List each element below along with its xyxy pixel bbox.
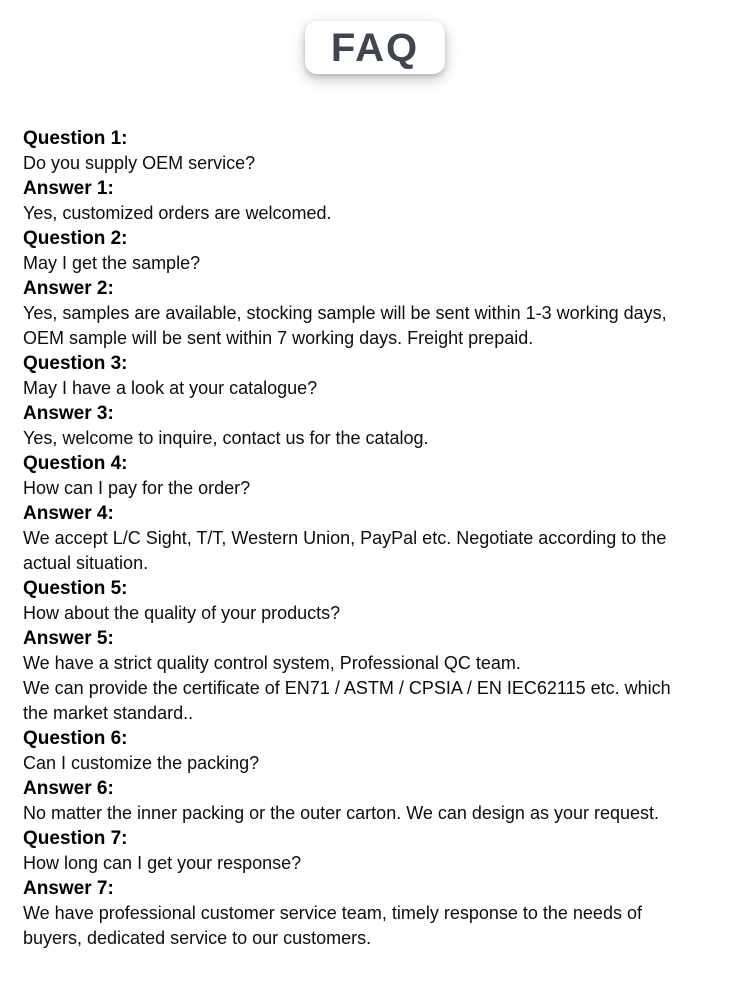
faq-item-6: [23, 726, 730, 826]
question-text: How can I pay for the order?: [23, 478, 251, 498]
page-title: FAQ: [330, 25, 420, 70]
question-text: May I have a look at your catalogue?: [23, 378, 318, 398]
faq-title-badge: [305, 21, 445, 74]
question-label: Question 4:: [23, 453, 128, 474]
question-label: Question 6:: [23, 728, 128, 749]
answer-label: Answer 4:: [23, 503, 114, 524]
answer-label: Answer 1:: [23, 178, 114, 199]
question-label: Question 2:: [23, 228, 128, 249]
question-text: How long can I get your response?: [23, 853, 302, 873]
answer-label: Answer 7:: [23, 878, 114, 899]
answer-label: Answer 2:: [23, 278, 114, 299]
answer-text: No matter the inner packing or the outer carton. We can design as your request.: [23, 803, 660, 823]
answer-label: Answer 3:: [23, 403, 114, 424]
answer-text: Yes, welcome to inquire, contact us for the catalog.: [23, 428, 429, 448]
question-text: How about the quality of your products?: [23, 603, 341, 623]
question-label: Question 7:: [23, 828, 128, 849]
question-label: Question 5:: [23, 578, 128, 599]
answer-text: OEM sample will be sent within 7 working days. Freight prepaid.: [23, 328, 534, 348]
answer-label: Answer 6:: [23, 778, 114, 799]
faq-item-4: [23, 451, 730, 576]
answer-text: Yes, samples are available, stocking sample will be sent within 1-3 working days,: [23, 303, 667, 323]
question-text: May I get the sample?: [23, 253, 201, 273]
answer-text: buyers, dedicated service to our customers.: [23, 928, 372, 948]
question-text: Can I customize the packing?: [23, 753, 260, 773]
faq-item-2: [23, 226, 730, 351]
question-label: Question 3:: [23, 353, 128, 374]
faq-item-7: [23, 826, 730, 951]
faq-item-5: [23, 576, 730, 726]
question-label: Question 1:: [23, 128, 128, 149]
faq-item-1: [23, 126, 730, 226]
faq-item-3: [23, 351, 730, 451]
answer-text: We accept L/C Sight, T/T, Western Union, PayPal etc. Negotiate according to the: [23, 528, 667, 548]
answer-text: We have professional customer service team, timely response to the needs of: [23, 903, 642, 923]
answer-text: actual situation.: [23, 553, 149, 573]
answer-text: We can provide the certificate of EN71 / ASTM / CPSIA / EN IEC62115 etc. which: [23, 678, 671, 698]
question-text: Do you supply OEM service?: [23, 153, 256, 173]
answer-text: Yes, customized orders are welcomed.: [23, 203, 332, 223]
answer-label: Answer 5:: [23, 628, 114, 649]
answer-text: the market standard..: [23, 703, 194, 723]
answer-text: We have a strict quality control system, Professional QC team.: [23, 653, 521, 673]
faq-list: [23, 126, 730, 951]
